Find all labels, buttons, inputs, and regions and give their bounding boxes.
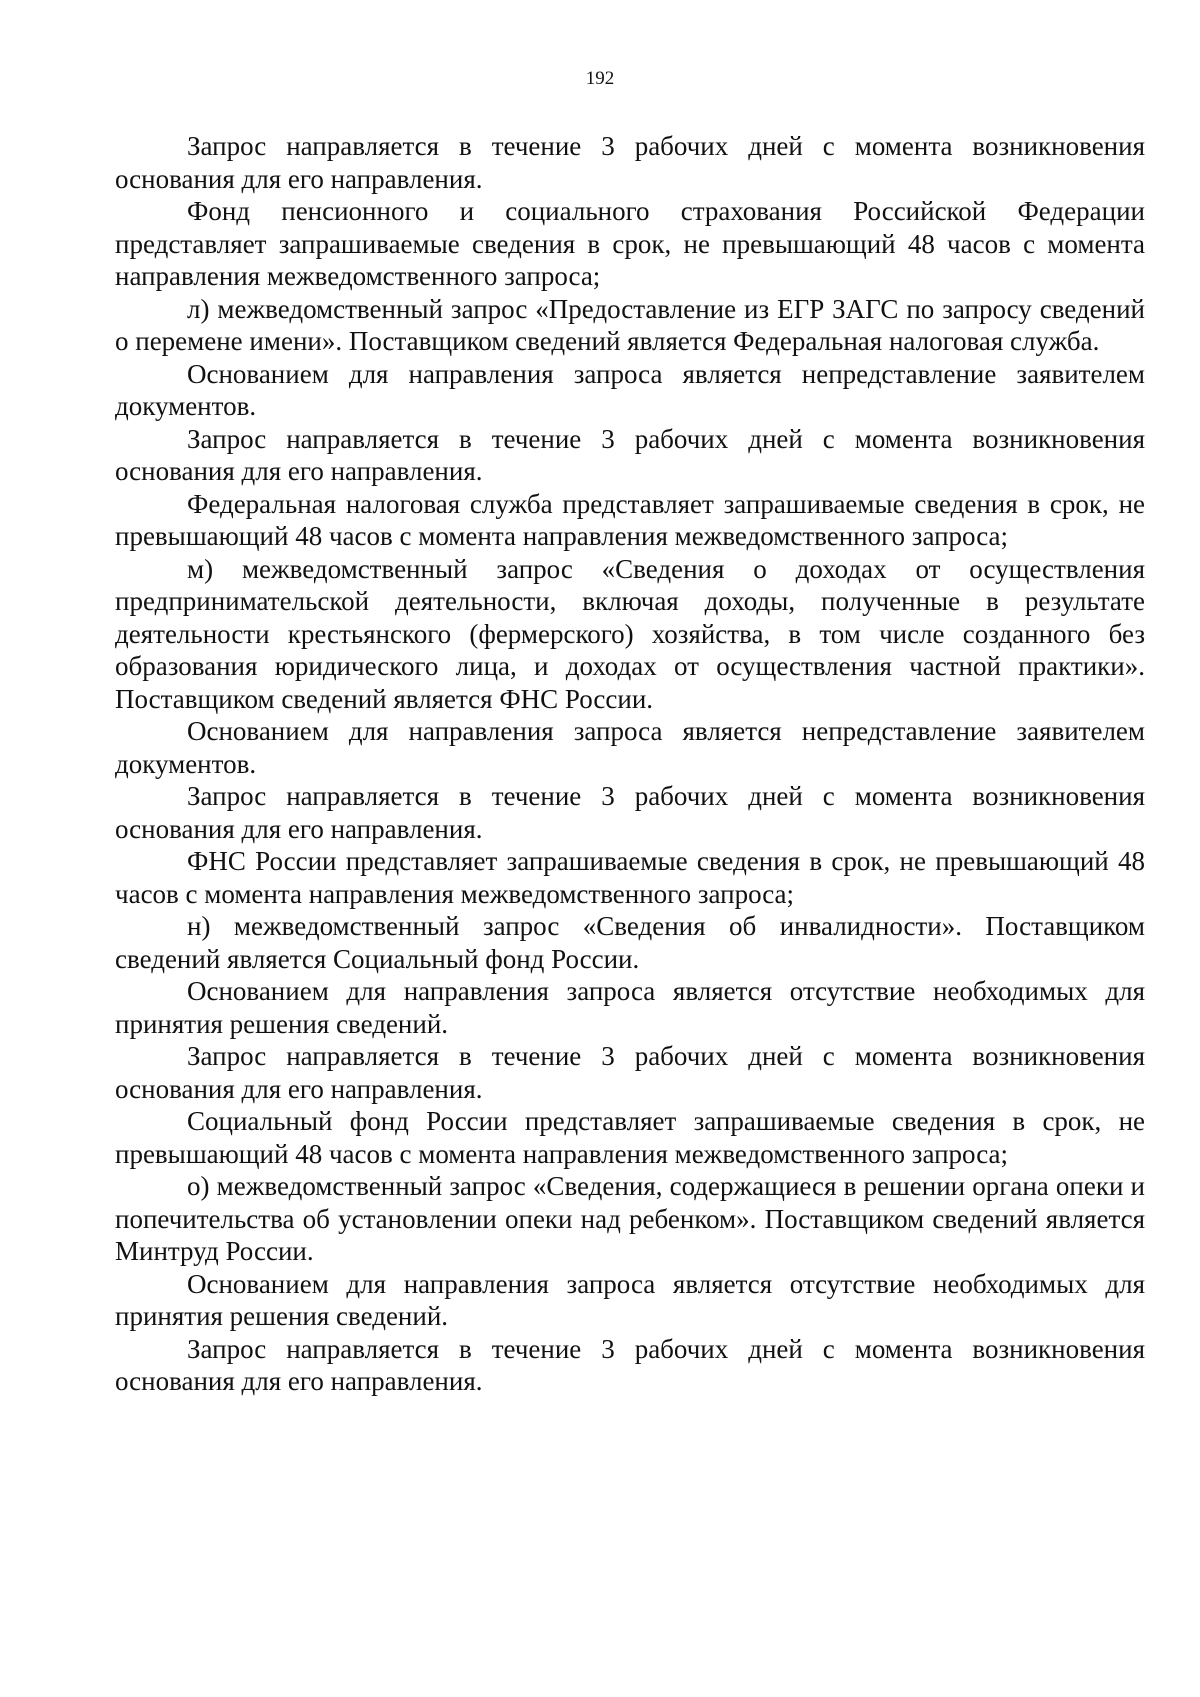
paragraph: Запрос направляется в течение 3 рабочих дней с момента возникновения основания для его направления.: [115, 1333, 1145, 1396]
paragraph: Федеральная налоговая служба представляет запрашиваемые сведения в срок, не превышающий 48 часов с момента направления межведомственного запроса;: [115, 488, 1145, 551]
paragraph: Запрос направляется в течение 3 рабочих дней с момента возникновения основания для его направления.: [115, 1041, 1145, 1104]
paragraph: Социальный фонд России представляет запрашиваемые сведения в срок, не превышающий 48 часов с момента направления межведомственного запроса;: [115, 1106, 1145, 1169]
document-body: [115, 130, 1145, 1398]
paragraph: Основанием для направления запроса является непредставление заявителем документов.: [115, 358, 1145, 421]
paragraph: м) межведомственный запрос «Сведения о доходах от осуществления предпринимательской деятельности, включая доходы, полученные в результате деятельности крестьянского (фермерского) хозяйства, в том числе созданного без образования юридического лица, и доходах от осуществления частной практики». Поставщиком сведений является ФНС России.: [115, 553, 1145, 714]
paragraph: Запрос направляется в течение 3 рабочих дней с момента возникновения основания для его направления.: [115, 131, 1145, 194]
paragraph: Фонд пенсионного и социального страхования Российской Федерации представляет запрашиваемые сведения в срок, не превышающий 48 часов с момента направления межведомственного запроса;: [115, 196, 1145, 291]
paragraph: ФНС России представляет запрашиваемые сведения в срок, не превышающий 48 часов с момента направления межведомственного запроса;: [115, 846, 1145, 909]
paragraph: Запрос направляется в течение 3 рабочих дней с момента возникновения основания для его направления.: [115, 781, 1145, 844]
page-number: 192: [585, 68, 615, 89]
paragraph: Основанием для направления запроса является непредставление заявителем документов.: [115, 716, 1145, 779]
paragraph: н) межведомственный запрос «Сведения об инвалидности». Поставщиком сведений является Социальный фонд России.: [115, 911, 1145, 974]
paragraph: л) межведомственный запрос «Предоставление из ЕГР ЗАГС по запросу сведений о перемене имени». Поставщиком сведений является Федеральная налоговая служба.: [115, 293, 1145, 356]
paragraph: Запрос направляется в течение 3 рабочих дней с момента возникновения основания для его направления.: [115, 423, 1145, 486]
paragraph: Основанием для направления запроса является отсутствие необходимых для принятия решения сведений.: [115, 1268, 1145, 1331]
paragraph: Основанием для направления запроса является отсутствие необходимых для принятия решения сведений.: [115, 976, 1145, 1039]
paragraph: о) межведомственный запрос «Сведения, содержащиеся в решении органа опеки и попечительства об установлении опеки над ребенком». Поставщиком сведений является Минтруд России.: [115, 1171, 1145, 1266]
